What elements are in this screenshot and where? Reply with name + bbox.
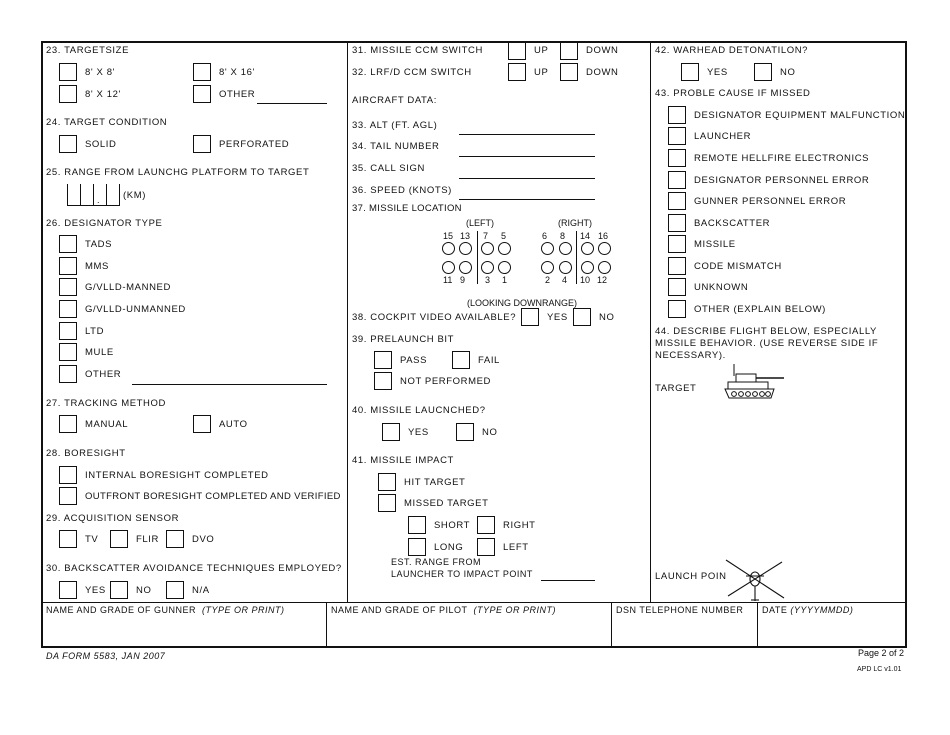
q41-checkbox-short[interactable] xyxy=(408,516,426,534)
date-hint: (YYYYMMDD) xyxy=(790,605,854,615)
q41-checkbox-right[interactable] xyxy=(477,516,495,534)
missile-position[interactable] xyxy=(498,261,511,274)
tank-icon xyxy=(722,362,786,402)
q43-label-unknown: UNKNOWN xyxy=(694,282,749,293)
q23-title: 23. TARGETSIZE xyxy=(46,45,130,56)
q28-title: 28. BORESIGHT xyxy=(46,448,126,459)
q32-checkbox-down[interactable] xyxy=(560,63,578,81)
q23-checkbox-8x16[interactable] xyxy=(193,63,211,81)
rail-number: 7 xyxy=(483,231,489,241)
q23-other-field[interactable] xyxy=(257,103,327,104)
q26-label-mms: MMS xyxy=(85,261,109,272)
q31-title: 31. MISSILE CCM SWITCH xyxy=(352,45,483,56)
q42-checkbox-yes[interactable] xyxy=(681,63,699,81)
q43-label-missile: MISSILE xyxy=(694,239,736,250)
q38-label-yes: YES xyxy=(547,312,568,323)
q25-decimal-point: . xyxy=(97,195,100,205)
q31-label-up: UP xyxy=(534,45,549,56)
q26-checkbox-mms[interactable] xyxy=(59,257,77,275)
q24-label-perforated: PERFORATED xyxy=(219,139,290,150)
column-divider xyxy=(650,42,651,602)
rail-number: 13 xyxy=(460,231,471,241)
q32-label-up: UP xyxy=(534,67,549,78)
q42-title: 42. WARHEAD DETONATILON? xyxy=(655,45,809,56)
q33-field[interactable] xyxy=(459,134,595,135)
q23-checkbox-8x8[interactable] xyxy=(59,63,77,81)
rail-number: 11 xyxy=(443,275,453,285)
q43-checkbox-unknown[interactable] xyxy=(668,278,686,296)
q29-label-dvo: DVO xyxy=(192,534,215,545)
q28-checkbox-internal[interactable] xyxy=(59,466,77,484)
footer-divider xyxy=(42,602,906,603)
footer-divider xyxy=(757,602,758,647)
q24-checkbox-perforated[interactable] xyxy=(193,135,211,153)
rail-number: 4 xyxy=(562,275,568,285)
q28-checkbox-outfront[interactable] xyxy=(59,487,77,505)
gunner-name-label xyxy=(46,605,285,615)
dsn-phone-field[interactable] xyxy=(614,618,755,644)
column-divider xyxy=(347,42,348,602)
date-label xyxy=(762,605,853,615)
q26-label-gvlld-manned: G/VLLD-MANNED xyxy=(85,282,171,293)
q30-label-yes: YES xyxy=(85,585,106,596)
rail-number: 5 xyxy=(501,231,507,241)
q30-checkbox-na[interactable] xyxy=(166,581,184,599)
q40-label-no: NO xyxy=(482,427,498,438)
q25-unit: (KM) xyxy=(123,190,146,201)
q25-title: 25. RANGE FROM LAUNCHG PLATFORM TO TARGET xyxy=(46,167,310,178)
q29-checkbox-flir[interactable] xyxy=(110,530,128,548)
missile-position[interactable] xyxy=(598,242,611,255)
q32-checkbox-up[interactable] xyxy=(508,63,526,81)
q31-checkbox-up[interactable] xyxy=(508,42,526,60)
dsn-phone-label: DSN TELEPHONE NUMBER xyxy=(616,605,744,615)
rail-number: 16 xyxy=(598,231,609,241)
rail-number: 2 xyxy=(545,275,551,285)
q39-label-pass: PASS xyxy=(400,355,428,366)
q26-title: 26. DESIGNATOR TYPE xyxy=(46,218,163,229)
q43-checkbox-missile[interactable] xyxy=(668,235,686,253)
helicopter-icon xyxy=(722,556,788,602)
q36-field[interactable] xyxy=(459,199,595,200)
q35-field[interactable] xyxy=(459,178,595,179)
page-number: Page 2 of 2 xyxy=(858,648,905,658)
q32-label-down: DOWN xyxy=(586,67,619,78)
q39-checkbox-pass[interactable] xyxy=(374,351,392,369)
q26-other-field[interactable] xyxy=(132,384,327,385)
q41-label-hit: HIT TARGET xyxy=(404,477,466,488)
form-version: APD LC v1.01 xyxy=(857,666,902,673)
q43-checkbox-designator-personnel[interactable] xyxy=(668,171,686,189)
q39-checkbox-fail[interactable] xyxy=(452,351,470,369)
q29-label-flir: FLIR xyxy=(136,534,159,545)
q32-title: 32. LRF/D CCM SWITCH xyxy=(352,67,472,78)
missile-position[interactable] xyxy=(442,261,455,274)
q35-label: 35. CALL SIGN xyxy=(352,163,425,174)
pilot-name-text: NAME AND GRADE OF PILOT xyxy=(331,605,468,615)
q44-title: MISSILE BEHAVIOR. (USE REVERSE SIDE IF xyxy=(655,338,879,349)
aircraft-data-heading: AIRCRAFT DATA: xyxy=(352,95,437,106)
q25-range-field[interactable] xyxy=(67,184,120,206)
q28-label-outfront: OUTFRONT BORESIGHT COMPLETED AND VERIFIED xyxy=(85,491,341,502)
q41-est-range-field[interactable] xyxy=(541,580,595,581)
q34-label: 34. TAIL NUMBER xyxy=(352,141,440,152)
missile-position[interactable] xyxy=(559,242,572,255)
rail-number: 6 xyxy=(542,231,548,241)
q43-label-launcher: LAUNCHER xyxy=(694,131,752,142)
gunner-name-field[interactable] xyxy=(44,618,324,644)
q42-label-no: NO xyxy=(780,67,796,78)
rail-number: 3 xyxy=(485,275,491,285)
q44-target-label: TARGET xyxy=(655,383,697,394)
footer-divider xyxy=(326,602,327,647)
missile-position[interactable] xyxy=(481,242,494,255)
q42-checkbox-no[interactable] xyxy=(754,63,772,81)
q29-checkbox-tv[interactable] xyxy=(59,530,77,548)
q26-checkbox-tads[interactable] xyxy=(59,235,77,253)
q38-checkbox-no[interactable] xyxy=(573,308,591,326)
q41-checkbox-missed[interactable] xyxy=(378,494,396,512)
q43-checkbox-remote-hellfire[interactable] xyxy=(668,149,686,167)
q40-checkbox-no[interactable] xyxy=(456,423,474,441)
q34-field[interactable] xyxy=(459,156,595,157)
q37-title: 37. MISSILE LOCATION xyxy=(352,203,462,214)
rail-number: 15 xyxy=(443,231,454,241)
q39-checkbox-not-performed[interactable] xyxy=(374,372,392,390)
missile-position[interactable] xyxy=(442,242,455,255)
q31-checkbox-down[interactable] xyxy=(560,42,578,60)
q29-title: 29. ACQUISITION SENSOR xyxy=(46,513,180,524)
q41-est-range-label: LAUNCHER TO IMPACT POINT xyxy=(391,569,533,579)
q30-checkbox-yes[interactable] xyxy=(59,581,77,599)
missile-position[interactable] xyxy=(598,261,611,274)
q23-label-8x12: 8' X 12' xyxy=(85,89,121,100)
q41-label-long: LONG xyxy=(434,542,464,553)
q43-label-code-mismatch: CODE MISMATCH xyxy=(694,261,782,272)
pilot-name-hint: (TYPE OR PRINT) xyxy=(473,605,557,615)
missile-position[interactable] xyxy=(581,242,594,255)
q43-label-gunner-personnel: GUNNER PERSONNEL ERROR xyxy=(694,196,847,207)
q30-title: 30. BACKSCATTER AVOIDANCE TECHNIQUES EMPLOYED? xyxy=(46,563,342,574)
date-text: DATE xyxy=(762,605,788,615)
rail-number: 9 xyxy=(460,275,466,285)
q31-label-down: DOWN xyxy=(586,45,619,56)
q38-label-no: NO xyxy=(599,312,615,323)
q23-label-8x8: 8' X 8' xyxy=(85,67,116,78)
q38-checkbox-yes[interactable] xyxy=(521,308,539,326)
q37-left-label: (LEFT) xyxy=(466,218,494,228)
q43-checkbox-gunner-personnel[interactable] xyxy=(668,192,686,210)
q30-label-na: N/A xyxy=(192,585,210,596)
q44-title: 44. DESCRIBE FLIGHT BELOW, ESPECIALLY xyxy=(655,326,877,337)
q24-label-solid: SOLID xyxy=(85,139,117,150)
q26-checkbox-other[interactable] xyxy=(59,365,77,383)
q43-label-designator-equipment: DESIGNATOR EQUIPMENT MALFUNCTION xyxy=(694,110,906,121)
q41-title: 41. MISSILE IMPACT xyxy=(352,455,454,466)
q30-label-no: NO xyxy=(136,585,152,596)
footer-divider xyxy=(611,602,612,647)
q44-launch-point-label: LAUNCH POIN xyxy=(655,571,727,582)
q29-label-tv: TV xyxy=(85,534,99,545)
q37-note: (LOOKING DOWNRANGE) xyxy=(467,298,578,308)
missile-position[interactable] xyxy=(459,242,472,255)
q41-label-short: SHORT xyxy=(434,520,471,531)
q30-checkbox-no[interactable] xyxy=(110,581,128,599)
launcher-rail-divider xyxy=(576,231,577,284)
q41-checkbox-long[interactable] xyxy=(408,538,426,556)
q26-checkbox-gvlld-unmanned[interactable] xyxy=(59,300,77,318)
q27-checkbox-manual[interactable] xyxy=(59,415,77,433)
gunner-name-hint: (TYPE OR PRINT) xyxy=(202,605,285,615)
q26-label-mule: MULE xyxy=(85,347,114,358)
q24-checkbox-solid[interactable] xyxy=(59,135,77,153)
q27-checkbox-auto[interactable] xyxy=(193,415,211,433)
q43-checkbox-launcher[interactable] xyxy=(668,127,686,145)
q41-label-missed: MISSED TARGET xyxy=(404,498,489,509)
form-identifier: DA FORM 5583, JAN 2007 xyxy=(46,651,166,661)
missile-position[interactable] xyxy=(541,261,554,274)
q40-title: 40. MISSILE LAUCNCHED? xyxy=(352,405,486,416)
q43-checkbox-code-mismatch[interactable] xyxy=(668,257,686,275)
launcher-rail-divider xyxy=(477,231,478,284)
q24-title: 24. TARGET CONDITION xyxy=(46,117,168,128)
q43-checkbox-designator-equipment[interactable] xyxy=(668,106,686,124)
q43-checkbox-backscatter[interactable] xyxy=(668,214,686,232)
missile-position[interactable] xyxy=(481,261,494,274)
q43-label-designator-personnel: DESIGNATOR PERSONNEL ERROR xyxy=(694,175,870,186)
rail-number: 12 xyxy=(597,275,608,285)
date-field[interactable] xyxy=(760,618,904,644)
q26-label-ltd: LTD xyxy=(85,326,105,337)
q29-checkbox-dvo[interactable] xyxy=(166,530,184,548)
q27-label-manual: MANUAL xyxy=(85,419,129,430)
q39-title: 39. PRELAUNCH BIT xyxy=(352,334,455,345)
pilot-name-label xyxy=(331,605,556,615)
q36-label: 36. SPEED (KNOTS) xyxy=(352,185,452,196)
missile-position[interactable] xyxy=(541,242,554,255)
q43-checkbox-other[interactable] xyxy=(668,300,686,318)
rail-number: 10 xyxy=(580,275,591,285)
q40-label-yes: YES xyxy=(408,427,429,438)
q26-label-gvlld-unmanned: G/VLLD-UNMANNED xyxy=(85,304,186,315)
missile-position[interactable] xyxy=(559,261,572,274)
q26-label-other: OTHER xyxy=(85,369,122,380)
rail-number: 8 xyxy=(560,231,566,241)
q27-label-auto: AUTO xyxy=(219,419,248,430)
q23-checkbox-8x12[interactable] xyxy=(59,85,77,103)
q38-title: 38. COCKPIT VIDEO AVAILABLE? xyxy=(352,312,517,323)
q26-checkbox-ltd[interactable] xyxy=(59,322,77,340)
q26-label-tads: TADS xyxy=(85,239,113,250)
q27-title: 27. TRACKING METHOD xyxy=(46,398,166,409)
q44-title: NECESSARY). xyxy=(655,350,726,361)
gunner-name-text: NAME AND GRADE OF GUNNER xyxy=(46,605,197,615)
pilot-name-field[interactable] xyxy=(329,618,609,644)
rail-number: 1 xyxy=(502,275,508,285)
q41-label-left: LEFT xyxy=(503,542,529,553)
q43-label-other: OTHER (EXPLAIN BELOW) xyxy=(694,304,826,315)
q41-checkbox-hit[interactable] xyxy=(378,473,396,491)
q41-est-range-label: EST. RANGE FROM xyxy=(391,557,482,567)
q23-label-other: OTHER xyxy=(219,89,256,100)
q41-checkbox-left[interactable] xyxy=(477,538,495,556)
q23-checkbox-other[interactable] xyxy=(193,85,211,103)
q26-checkbox-mule[interactable] xyxy=(59,343,77,361)
q23-label-8x16: 8' X 16' xyxy=(219,67,255,78)
q43-title: 43. PROBLE CAUSE IF MISSED xyxy=(655,88,811,99)
q40-checkbox-yes[interactable] xyxy=(382,423,400,441)
q33-label: 33. ALT (FT. AGL) xyxy=(352,120,438,131)
q42-label-yes: YES xyxy=(707,67,728,78)
q37-right-label: (RIGHT) xyxy=(558,218,592,228)
q28-label-internal: INTERNAL BORESIGHT COMPLETED xyxy=(85,470,269,481)
q39-label-not-performed: NOT PERFORMED xyxy=(400,376,492,387)
missile-position[interactable] xyxy=(581,261,594,274)
rail-number: 14 xyxy=(580,231,591,241)
missile-position[interactable] xyxy=(498,242,511,255)
q43-label-remote-hellfire: REMOTE HELLFIRE ELECTRONICS xyxy=(694,153,870,164)
missile-position[interactable] xyxy=(459,261,472,274)
q39-label-fail: FAIL xyxy=(478,355,500,366)
q43-label-backscatter: BACKSCATTER xyxy=(694,218,771,229)
q26-checkbox-gvlld-manned[interactable] xyxy=(59,278,77,296)
q41-label-right: RIGHT xyxy=(503,520,536,531)
